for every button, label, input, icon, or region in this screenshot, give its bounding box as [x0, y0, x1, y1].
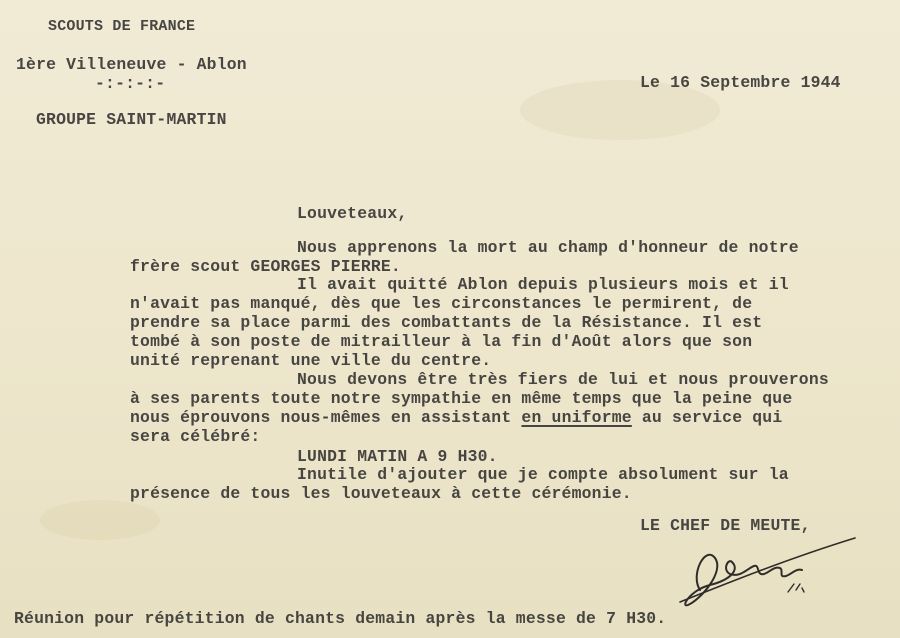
underlined-uniform: en uniforme — [521, 408, 632, 427]
letterhead-unit: 1ère Villeneuve - Ablon — [16, 55, 247, 74]
paper-stain — [40, 500, 160, 540]
body-line: unité reprenant une ville du centre. — [130, 351, 492, 370]
body-text: au service qui — [641, 408, 783, 427]
body-line: frère scout GEORGES PIERRE. — [130, 257, 401, 276]
body-line-uniform — [130, 408, 782, 428]
handwritten-signature — [670, 530, 870, 620]
letterhead-group: GROUPE SAINT-MARTIN — [36, 110, 227, 129]
postscript: Réunion pour répétition de chants demain après la messe de 7 H30. — [14, 609, 667, 628]
body-text: nous éprouvons nous-mêmes en assistant — [130, 408, 512, 427]
letterhead-ornament: -:-:-:- — [95, 74, 166, 93]
letterhead-org: SCOUTS DE FRANCE — [48, 18, 196, 35]
salutation: Louveteaux, — [297, 204, 408, 223]
body-line: n'avait pas manqué, dès que les circonstances le permirent, de — [130, 294, 753, 313]
body-line: Inutile d'ajouter que je compte absolument sur la — [297, 465, 789, 484]
body-line: Il avait quitté Ablon depuis plusieurs mois et il — [297, 275, 789, 294]
letter-date: Le 16 Septembre 1944 — [640, 73, 841, 92]
body-line: présence de tous les louveteaux à cette cérémonie. — [130, 484, 632, 503]
body-line: Nous devons être très fiers de lui et nous prouverons — [297, 370, 829, 389]
body-line: sera célébré: — [130, 427, 261, 446]
service-time: LUNDI MATIN A 9 H30. — [297, 447, 498, 466]
body-line: à ses parents toute notre sympathie en même temps que la peine que — [130, 389, 793, 408]
body-line: Nous apprenons la mort au champ d'honneur de notre — [297, 238, 799, 257]
sign-off: LE CHEF DE MEUTE, — [640, 516, 811, 535]
body-line: tombé à son poste de mitrailleur à la fin d'Août alors que son — [130, 332, 753, 351]
body-line: prendre sa place parmi des combattants de la Résistance. Il est — [130, 313, 763, 332]
